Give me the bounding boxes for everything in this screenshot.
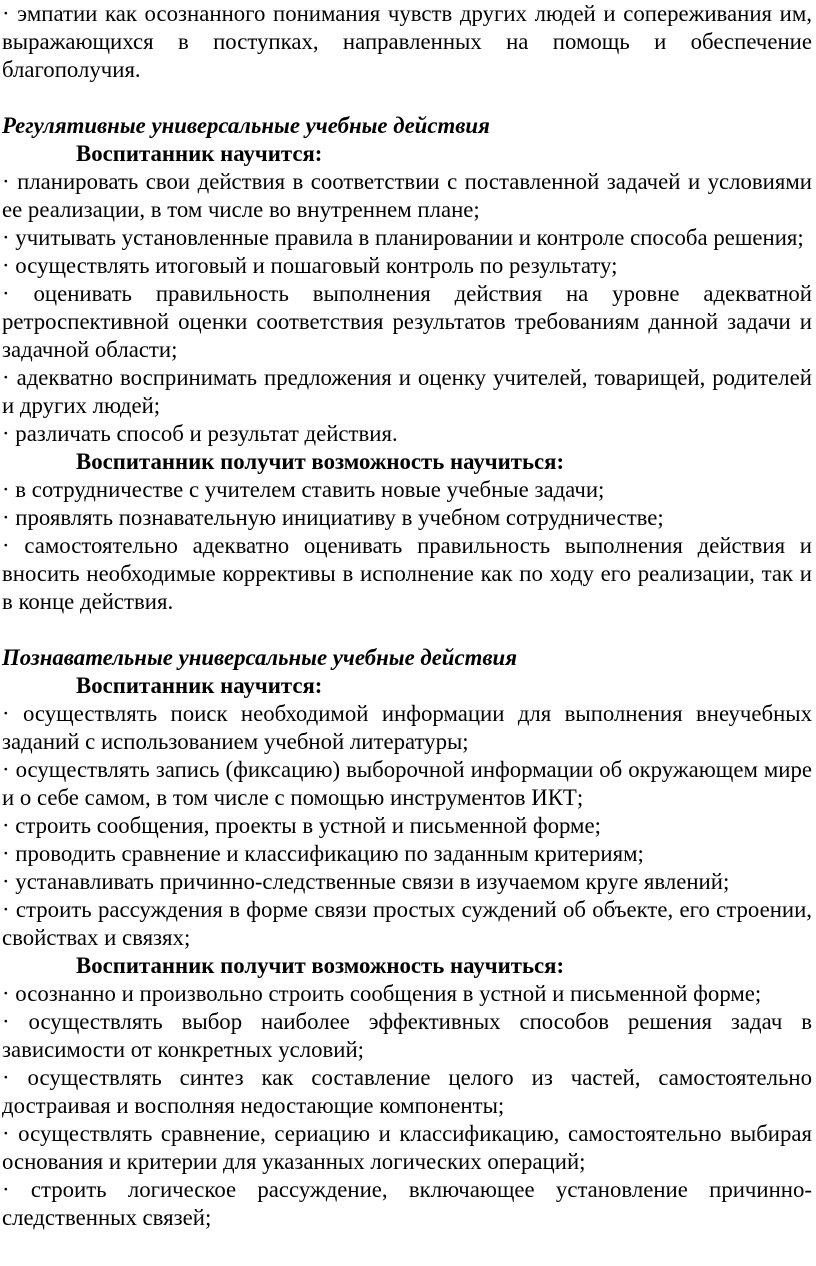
- list-item: · учитывать установленные правила в планировании и контроле способа решения;: [2, 225, 804, 250]
- regulatory-opportunity-label: Воспитанник получит возможность научиться:: [76, 449, 565, 474]
- list-item: · проводить сравнение и классификацию по заданным критериям;: [2, 841, 644, 866]
- list-item: · осуществлять итоговый и пошаговый контроль по результату;: [2, 253, 618, 278]
- cognitive-heading: Познавательные универсальные учебные действия: [2, 645, 517, 670]
- list-item: · осуществлять сравнение, сериацию и классификацию, самостоятельно выбирая основания и критерии для указанных логических операций;: [2, 1121, 812, 1174]
- list-item: · различать способ и результат действия.: [2, 421, 398, 446]
- list-item: · осуществлять запись (фиксацию) выборочной информации об окружающем мире и о себе самом, в том числе с помощью инструментов ИКТ;: [2, 757, 812, 810]
- list-item: · строить логическое рассуждение, включающее установление причинно-следственных связей;: [2, 1177, 812, 1230]
- cognitive-opportunity-label: Воспитанник получит возможность научиться:: [76, 953, 565, 978]
- list-item: · самостоятельно адекватно оценивать правильность выполнения действия и вносить необходимые коррективы в исполнение как по ходу его реализации, так и в конце действия.: [2, 533, 812, 614]
- cognitive-learns-label: Воспитанник научится:: [76, 673, 323, 698]
- list-item: · устанавливать причинно-следственные связи в изучаемом круге явлений;: [2, 869, 730, 894]
- regulatory-heading: Регулятивные универсальные учебные действия: [2, 113, 490, 138]
- list-item: · планировать свои действия в соответствии с поставленной задачей и условиями ее реализации, в том числе во внутреннем плане;: [2, 169, 812, 222]
- list-item: · в сотрудничестве с учителем ставить новые учебные задачи;: [2, 477, 605, 502]
- list-item: · адекватно воспринимать предложения и оценку учителей, товарищей, родителей и других людей;: [2, 365, 812, 418]
- opening-paragraph: · эмпатии как осознанного понимания чувств других людей и сопереживания им, выражающихся в поступках, направленных на помощь и обеспечение благополучия.: [2, 1, 812, 82]
- list-item: · осознанно и произвольно строить сообщения в устной и письменной форме;: [2, 981, 762, 1006]
- list-item: · строить сообщения, проекты в устной и письменной форме;: [2, 813, 601, 838]
- list-item: · осуществлять синтез как составление целого из частей, самостоятельно достраивая и восполняя недостающие компоненты;: [2, 1065, 812, 1118]
- list-item: · осуществлять поиск необходимой информации для выполнения внеучебных заданий с использованием учебной литературы;: [2, 701, 812, 754]
- list-item: · строить рассуждения в форме связи простых суждений об объекте, его строении, свойствах и связях;: [2, 897, 812, 950]
- list-item: · оценивать правильность выполнения действия на уровне адекватной ретроспективной оценки соответствия результатов требованиям данной задачи и задачной области;: [2, 281, 812, 362]
- list-item: · осуществлять выбор наиболее эффективных способов решения задач в зависимости от конкретных условий;: [2, 1009, 812, 1062]
- list-item: · проявлять познавательную инициативу в учебном сотрудничестве;: [2, 505, 664, 530]
- regulatory-learns-label: Воспитанник научится:: [76, 141, 323, 166]
